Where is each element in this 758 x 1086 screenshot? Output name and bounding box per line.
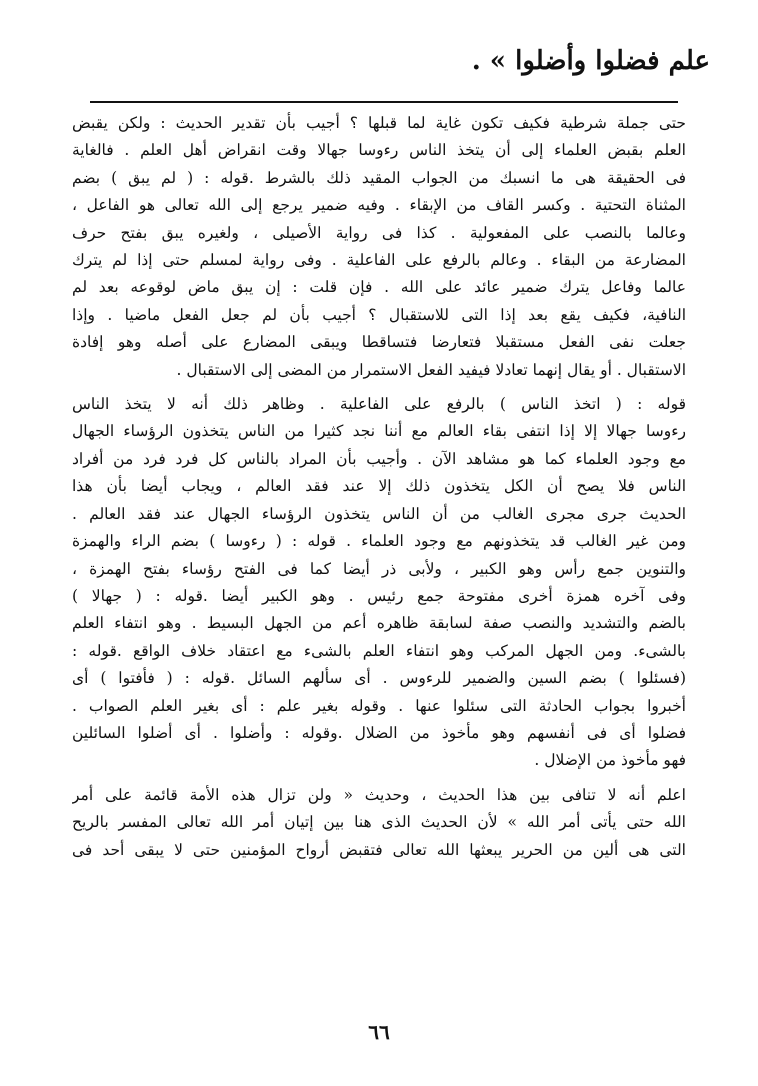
page-header-text: علم فضلوا وأضلوا » .	[471, 46, 710, 76]
text-line: المثناة التحتية . وكسر القاف من الإبقاء . وفيه ضمير يرجع إلى الله تعالى هو الفاعل ،	[72, 196, 686, 215]
text-line: النافية، فكيف يقع بعد إذا التى للاستقبال ؟ أجيب بأن لم جعل الفعل ماضيا . وإذا	[72, 305, 686, 324]
text-line: جعلت نفى الفعل مستقبلا فتعارضا فتساقطا ويبقى المضارع على أصله وهو إفادة	[72, 333, 686, 352]
text-line: حتى جملة شرطية فكيف تكون غاية لما قبلها ؟ أجيب بأن تقدير الحديث : ولكن يقبض	[72, 114, 686, 132]
text-line: (فسئلوا ) بضم السين والضمير للرءوس . أى سألهم السائل .قوله : ( فأفتوا ) أى	[72, 669, 686, 688]
text-line: قوله : ( اتخذ الناس ) بالرفع على الفاعلية . وظاهر ذلك أنه لا يتخذ الناس	[72, 395, 686, 414]
text-line: وفى آخره همزة أخرى مفتوحة جمع رئيس . وهو الكبير أيضا .قوله : ( جهالا )	[72, 586, 686, 605]
text-line: رءوسا جهالا إلا إذا انتفى بقاء العالم مع أننا نجد كثيرا من الناس يتخذون الرؤساء الجهال	[72, 422, 686, 441]
text-line: اعلم أنه لا تنافى بين هذا الحديث ، وحديث « ولن تزال هذه الأمة قائمة على أمر	[72, 785, 686, 804]
page-body	[72, 110, 686, 871]
text-line: الحديث جرى مجرى الغالب من أن الناس يتخذون الرؤساء الجهال عند فقد العالم .	[72, 504, 686, 523]
text-line: ومن غير الغالب قد يتخذونهم مع وجود العلماء . قوله : ( رءوسا ) بضم الراء والهمزة	[72, 532, 686, 551]
text-line: العلم بقبض العلماء إلى أن يتخذ الناس رءوسا جهالا وقت انقراض أهل العلم . فالغاية	[72, 141, 686, 160]
text-line: بالشىء. ومن الجهل المركب وهو انتفاء العلم بالشىء مع اعتقاد خلاف الواقع .قوله :	[72, 641, 686, 660]
text-line: الناس فلا يصح أن الكل يتخذون ذلك إلا عند فقد العالم ، ويجاب أيضا بأن هذا	[72, 477, 686, 496]
header-rule	[90, 101, 678, 103]
text-line: والتنوين جمع رأس وهو الكبير ، ولأبى ذر أيضا كما فى الفتح رؤساء بفتح الهمزة ،	[72, 559, 686, 578]
paragraph-3	[72, 782, 686, 864]
text-line: مع وجود العلماء كما هو مشاهد الآن . وأجيب بأن المراد بالناس كل فرد فرد من أفراد	[72, 449, 686, 468]
text-line: الله حتى يأتى أمر الله » لأن الحديث الذى هنا بين إتيان أمر الله تعالى المفسر بالريح	[72, 813, 686, 832]
page-number: ٦٦	[368, 1020, 390, 1044]
paragraph-1	[72, 110, 686, 384]
text-line: عالما وفاعل يترك ضمير عائد على الله . فإن قلت : إن يبق ماض لوقوعه بعد لم	[72, 278, 686, 297]
text-line: التى هى ألين من الحرير يبعثها الله تعالى فتقبض أرواح المؤمنين حتى لا يبقى أحد فى	[72, 840, 686, 859]
text-line: الاستقبال . أو يقال إنهما تعادلا فيفيد الفعل الاستمرار من المضى إلى الاستقبال .	[176, 360, 686, 379]
paragraph-2	[72, 391, 686, 775]
text-line: فى الحقيقة هى ما انسبك من الجواب المقيد ذلك بالشرط .قوله : ( لم يبق ) بضم	[72, 168, 686, 187]
text-line: وعالما بالنصب على المفعولية . كذا فى رواية الأصيلى ، ولغيره يبق بفتح حرف	[72, 223, 686, 242]
text-line: أخبروا بجواب الحادثة التى سئلوا عنها . وقوله بغير علم : أى بغير العلم الصواب .	[72, 696, 686, 715]
text-line: فضلوا أى فى أنفسهم وهو مأخوذ من الضلال .وقوله : وأضلوا . أى أضلوا السائلين	[72, 723, 686, 742]
text-line: فهو مأخوذ من الإضلال .	[534, 751, 686, 770]
text-line: المضارعة من البقاء . وعالم بالرفع على الفاعلية . وفى رواية لمسلم حتى إذا لم يترك	[72, 251, 686, 270]
text-line: بالضم والتشديد والنصب صفة لسابقة ظاهره أعم من الجهل البسيط . وهو انتفاء العلم	[72, 614, 686, 633]
